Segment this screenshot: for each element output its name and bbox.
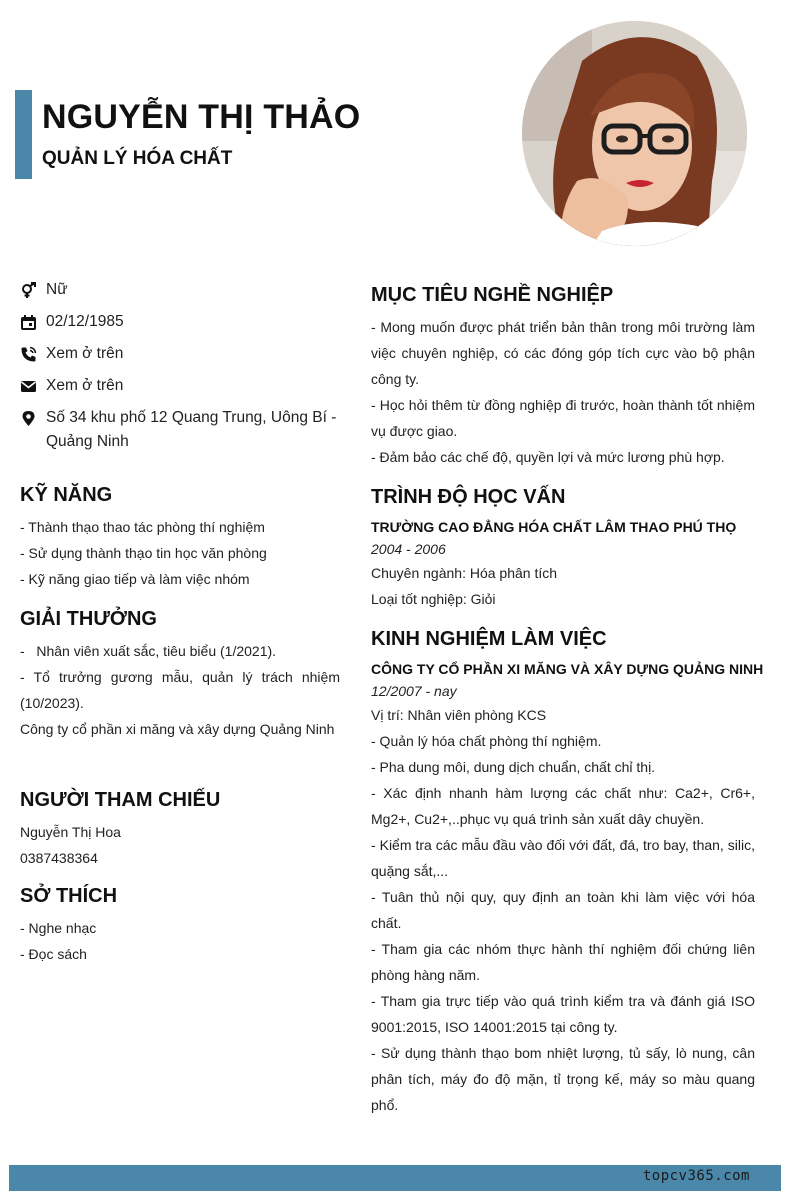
education-period: 2004 - 2006 — [371, 541, 446, 557]
envelope-icon — [20, 378, 37, 395]
award-item: - Tổ trưởng gương mẫu, quản lý trách nhiệm (10/2023). — [20, 669, 340, 711]
experience-item: - Quản lý hóa chất phòng thí nghiệm. — [371, 733, 602, 749]
right-column — [371, 282, 764, 1118]
hobby-item: - Đọc sách — [20, 946, 87, 962]
experience-item: - Tham gia trực tiếp vào quá trình kiểm tra và đánh giá ISO 9001:2015, ISO 14001:2015 tại công ty. — [371, 993, 755, 1035]
experience-item: - Xác định nhanh hàm lượng các chất như: Ca2+, Cr6+, Mg2+, Cu2+,..phục vụ quá trình sản xuất dây chuyền. — [371, 785, 755, 827]
email-value: Xem ở trên — [46, 377, 124, 394]
experience-item: - Tuân thủ nội quy, quy định an toàn khi làm việc với hóa chất. — [371, 889, 755, 931]
education-grade: Loại tốt nghiệp: Giỏi — [371, 591, 496, 607]
calendar-icon — [20, 314, 37, 331]
experience-period: 12/2007 - nay — [371, 683, 457, 699]
experience-position: Vị trí: Nhân viên phòng KCS — [371, 707, 547, 723]
contact-address — [20, 406, 340, 454]
avatar — [522, 21, 747, 246]
skill-item: - Sử dụng thành thạo tin học văn phòng — [20, 545, 267, 561]
birthday-value: 02/12/1985 — [46, 313, 124, 330]
gender-icon — [20, 282, 37, 299]
contact-phone — [20, 342, 340, 366]
objective-item: - Mong muốn được phát triển bản thân trong môi trường làm việc chuyên nghiệp, có các đóng góp tích cực vào bộ phận công ty. — [371, 319, 755, 387]
name-accent-bar — [15, 90, 32, 179]
contact-birthday — [20, 310, 340, 334]
experience-item: - Pha dung môi, dung dịch chuẩn, chất chỉ thị. — [371, 759, 656, 775]
experience-item: - Sử dụng thành thạo bom nhiệt lượng, tủ sấy, lò nung, cân phân tích, máy đo độ mặn, tỉ trọng kế, máy so màu quang phổ. — [371, 1045, 755, 1113]
objective-item: - Học hỏi thêm từ đồng nghiệp đi trước, hoàn thành tốt nhiệm vụ được giao. — [371, 397, 755, 439]
contact-email — [20, 374, 340, 398]
education-title: TRÌNH ĐỘ HỌC VẤN — [371, 486, 566, 508]
company-name: CÔNG TY CỔ PHẦN XI MĂNG VÀ XÂY DỰNG QUẢNG NINH — [371, 661, 764, 677]
phone-icon — [20, 346, 37, 363]
awards-title: GIẢI THƯỞNG — [20, 608, 157, 630]
footer-bar — [9, 1165, 781, 1191]
award-item: Công ty cổ phần xi măng và xây dựng Quảng Ninh — [20, 721, 335, 737]
address-value: Số 34 khu phố 12 Quang Trung, Uông Bí - Quảng Ninh — [46, 409, 337, 450]
skill-item: - Thành thạo thao tác phòng thí nghiệm — [20, 519, 265, 535]
objective-item: - Đảm bảo các chế độ, quyền lợi và mức lương phù hợp. — [371, 449, 725, 465]
school-name: TRƯỜNG CAO ĐẲNG HÓA CHẤT LÂM THAO PHÚ THỌ — [371, 519, 737, 535]
skill-item: - Kỹ năng giao tiếp và làm việc nhóm — [20, 571, 250, 587]
candidate-name: NGUYỄN THỊ THẢO — [42, 98, 361, 136]
references-title: NGƯỜI THAM CHIẾU — [20, 789, 221, 811]
objective-title: MỤC TIÊU NGHỀ NGHIỆP — [371, 284, 614, 306]
job-title: QUẢN LÝ HÓA CHẤT — [42, 148, 233, 169]
experience-title: KINH NGHIỆM LÀM VIỆC — [371, 628, 607, 650]
experience-item: - Kiểm tra các mẫu đầu vào đối với đất, đá, tro bay, than, silic, quặng sắt,... — [371, 837, 755, 879]
hobby-item: - Nghe nhạc — [20, 920, 97, 936]
gender-value: Nữ — [46, 281, 68, 298]
reference-phone: 0387438364 — [20, 850, 98, 866]
reference-name: Nguyễn Thị Hoa — [20, 824, 121, 840]
award-item: - Nhân viên xuất sắc, tiêu biểu (1/2021). — [20, 643, 277, 659]
phone-value: Xem ở trên — [46, 345, 124, 362]
skills-title: KỸ NĂNG — [20, 484, 113, 506]
contact-gender — [20, 278, 340, 302]
avatar-portrait — [522, 21, 747, 246]
footer-site: topcv365.com — [642, 1168, 750, 1184]
education-major: Chuyên ngành: Hóa phân tích — [371, 565, 558, 581]
hobbies-title: SỞ THÍCH — [20, 885, 118, 907]
experience-item: - Tham gia các nhóm thực hành thí nghiệm đối chứng liên phòng hàng năm. — [371, 941, 755, 983]
location-pin-icon — [20, 410, 37, 427]
left-column — [20, 278, 340, 967]
